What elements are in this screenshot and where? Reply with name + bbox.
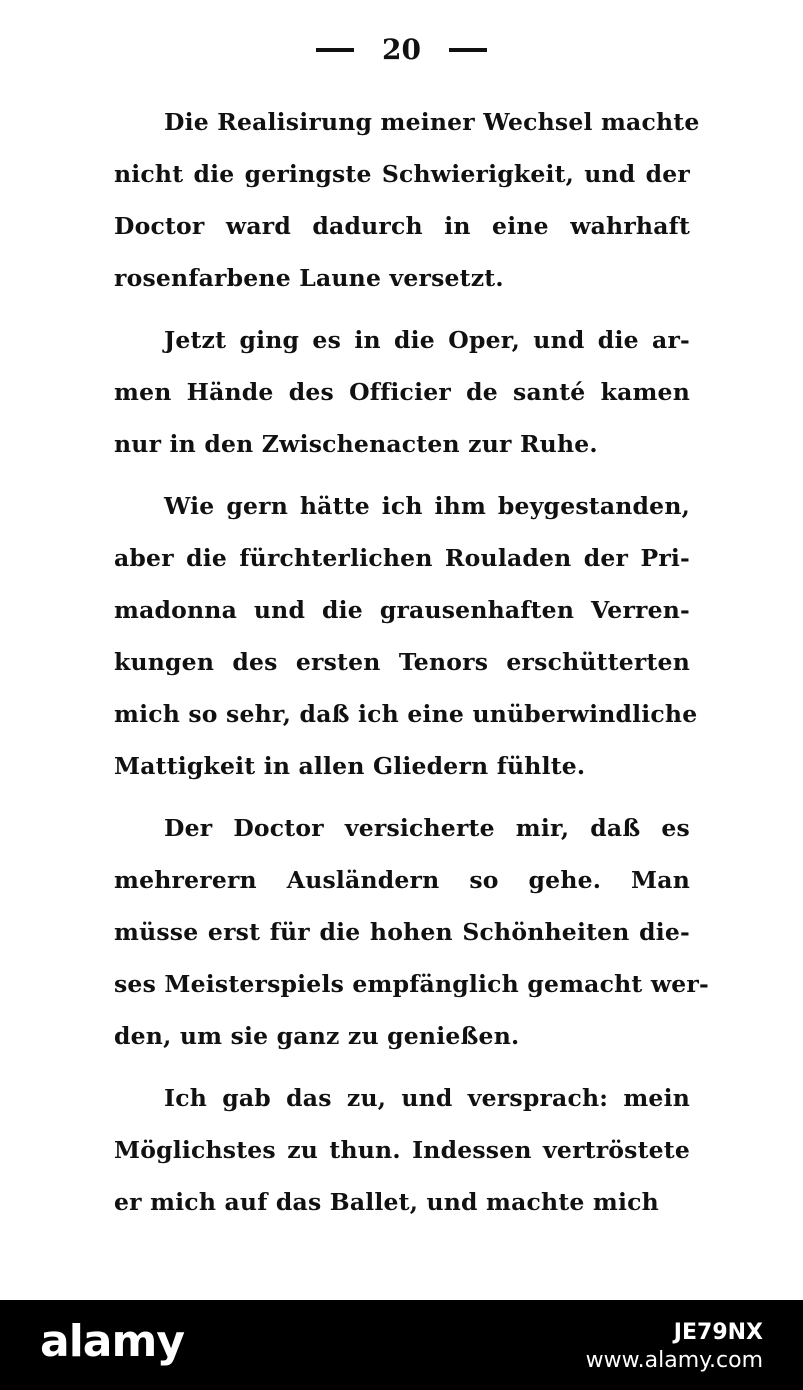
text-line: Die Realisirung meiner Wechsel machte	[164, 108, 700, 136]
right-dash	[449, 48, 487, 52]
text-line: Möglichstes zu thun. Indessen vertröstete	[114, 1136, 690, 1164]
text-line: nicht die geringste Schwierigkeit, und der	[114, 160, 690, 188]
text-line: mehrerern Ausländern so gehe. Man	[114, 866, 690, 894]
paragraph	[114, 314, 690, 470]
page-header	[0, 30, 803, 70]
watermark-banner	[0, 1300, 803, 1390]
text-line: Doctor ward dadurch in eine wahrhaft	[114, 212, 690, 240]
paragraph	[114, 802, 709, 1062]
text-line: nur in den Zwischenacten zur Ruhe.	[114, 430, 598, 458]
paragraph	[114, 96, 700, 304]
text-line: müsse erst für die hohen Schönheiten die-	[114, 918, 690, 946]
watermark-url: www.alamy.com	[585, 1348, 763, 1373]
text-line: aber die fürchterlichen Rouladen der Pri-	[114, 544, 690, 572]
paragraph	[114, 480, 698, 792]
text-line: Jetzt ging es in die Oper, und die ar-	[164, 326, 690, 354]
page-number: 20	[382, 33, 421, 66]
text-line: Der Doctor versicherte mir, daß es	[164, 814, 690, 842]
watermark-brand: alamy	[40, 1316, 184, 1367]
text-line: mich so sehr, daß ich eine unüberwindliche	[114, 700, 698, 728]
text-line: rosenfarbene Laune versetzt.	[114, 264, 504, 292]
text-line: er mich auf das Ballet, und machte mich	[114, 1188, 659, 1216]
watermark-image-id: JE79NX	[673, 1320, 763, 1345]
left-dash	[316, 48, 354, 52]
text-line: madonna und die grausenhaften Verren-	[114, 596, 690, 624]
text-line: Mattigkeit in allen Gliedern fühlte.	[114, 752, 586, 780]
text-line: ses Meisterspiels empfänglich gemacht wer-	[114, 970, 709, 998]
body-text	[114, 96, 709, 1238]
paragraph	[114, 1072, 690, 1228]
text-line: men Hände des Officier de santé kamen	[114, 378, 690, 406]
text-line: kungen des ersten Tenors erschütterten	[114, 648, 690, 676]
text-line: den, um sie ganz zu genießen.	[114, 1022, 520, 1050]
text-line: Wie gern hätte ich ihm beygestanden,	[164, 492, 690, 520]
text-line: Ich gab das zu, und versprach: mein	[164, 1084, 690, 1112]
